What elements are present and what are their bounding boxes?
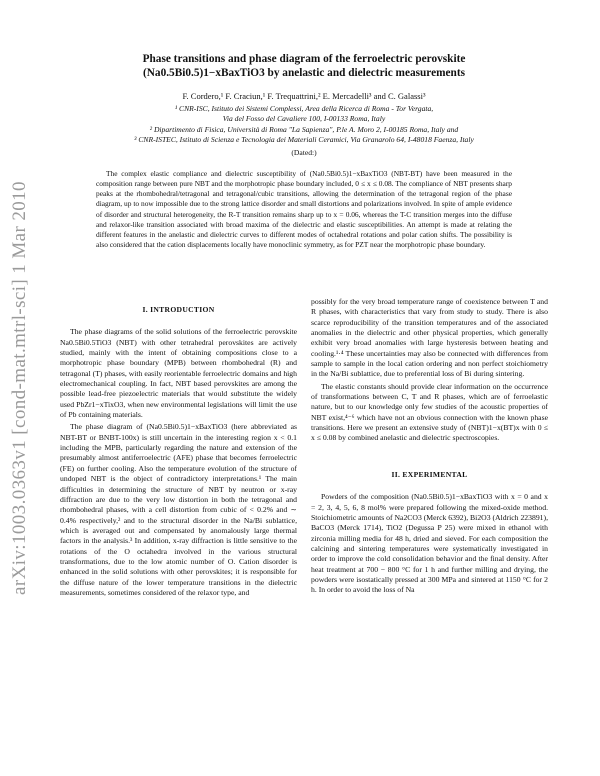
right-column — [311, 297, 548, 598]
paragraph: possibly for the very broad temperature range of coexistence between T and R phases, with characteristics that vary from study to study. There is also scarce reproducibility of the transition temperatures and of the associated anomalies in the dielectric and other physical properties, which generally exhibit very broad anomalies with large hysteresis between heating and cooling.¹·⁴ These uncertainties may also be connected with differences from sample to sample in the local cation ordering and non perfect stoichiometry in the Na/Bi sublattice, due to preferential loss of Bi during sintering. — [311, 297, 548, 379]
paragraph: The phase diagram of (Na0.5Bi0.5)1−xBaxTiO3 (here abbreviated as NBT-BT or BNBT-100x) is still uncertain in the interesting region x < 0.1 including the MPB, particularly regarding the nature and extension of the presumably almost antiferroelectric (AFE) phase that becomes ferroelectric (FE) on further cooling. Also the temperature evolution of the structure of undoped NBT is the object of contradictory interpretations.¹ The main difficulties in determining the structure of NBT by neutron or x-ray diffraction are due to the very low distortion in both the tetragonal and rhombohedral phases, with a cell distortion from cubic of < 0.2% and ∼ 0.4% respectively,² and to the structural disorder in the Na/Bi sublattice, which is averaged out and compensated by anomalously large thermal factors in the analysis.³ In addition, x-ray diffraction is little sensitive to the rotations of the O octahedra involved in the various structural transformations, due to the low atomic number of O. Cation disorder is enhanced in the solid solutions with other perovskites; it is responsible for the diffuse nature of the lower temperature transitions in the dielectric measurements, sometimes considered of the relaxor type, and — [60, 422, 297, 597]
section-heading-experimental: II. EXPERIMENTAL — [391, 469, 468, 479]
dated-line: (Dated:) — [291, 148, 317, 158]
affiliation-1-address: Via del Fosso del Cavaliere 100, I-00133 Roma, Italy — [222, 114, 386, 124]
section-heading-introduction: I. INTRODUCTION — [142, 305, 215, 314]
paragraph: Powders of the composition (Na0.5Bi0.5)1−xBaxTiO3 with x = 0 and x = 2, 3, 4, 5, 6, 8 mol% were prepared following the mixed-oxide method. Stoichiometric amounts of Na2CO3 (Merck 6392), Bi2O3 (Aldrich 223891), BaCO3 (Merck 1714), TiO2 (Degussa P 25) were mixed in ethanol with zirconia milling media for 48 h, dried and sieved. For each composition the calcining and sintering temperatures were systematically investigated in order to improve the cold consolidation behavior and the final density. After heat treatment at 700 − 800 °C for 1 h and further milling and drying, the powders were isostatically pressed at 300 MPa and sintered at 1150 °C for 2 h. In order to avoid the loss of Na — [311, 492, 548, 595]
title-line-2: (Na0.5Bi0.5)1−xBaxTiO3 by anelastic and dielectric measurements — [143, 67, 465, 79]
left-column — [60, 297, 297, 598]
arxiv-identifier: arXiv:1003.0363v1 [cond-mat.mtrl-sci] 1 Mar 2010 — [9, 181, 30, 595]
paragraph: The elastic constants should provide clear information on the occurrence of transformations between C, T and R phases, which are of ferroelastic nature, but to our knowledge only few studies of the acoustic properties of NBT exist,⁴⁻⁶ which have not an obvious connection with the known phase transitions. Here we present an extensive study of (NBT)1−x(BT)x with 0 ≤ x ≤ 0.08 by combined anelastic and dielectric spectroscopies. — [311, 381, 548, 443]
affiliation-1: ¹ CNR-ISC, Istituto dei Sistemi Complessi, Area della Ricerca di Roma - Tor Vergata, — [174, 104, 434, 113]
paper-page — [60, 52, 548, 597]
two-column-body — [60, 297, 548, 598]
paper-title — [60, 52, 548, 80]
affiliation-2: ² Dipartimento di Fisica, Università di Roma "La Sapienza", P.le A. Moro 2, I-00185 Roma, Italy and — [149, 124, 459, 134]
affiliation-3: ³ CNR-ISTEC, Istituto di Scienza e Tecnologia dei Materiali Ceramici, Via Granarolo 64, I-48018 Faenza, Italy — [134, 134, 474, 144]
paragraph: The phase diagrams of the solid solutions of the ferroelectric perovskite Na0.5Bi0.5TiO3 (NBT) with other tetrahedral perovskites are actively studied, mainly with the intent of obtaining compositions close to a morphotropic phase boundary (MPB) between rhombohedral (R) and tetragonal (T) phases, with easily reorientable ferroelectric domains and high electromechanical coupling. In fact, NBT based perovskites are among the possible lead-free piezoelectric materials that would substitute the widely used PbZr1−xTixO3, when new environmental legislations will limit the use of Pb containing materials. — [60, 327, 297, 420]
arxiv-sidebar — [0, 0, 42, 776]
author-list: F. Cordero,¹ F. Craciun,¹ F. Trequattrini,² E. Mercadelli³ and C. Galassi³ — [182, 91, 426, 101]
title-line-1: Phase transitions and phase diagram of the ferroelectric perovskite — [142, 53, 466, 65]
abstract: The complex elastic compliance and dielectric susceptibility of (Na0.5Bi0.5)1−xBaxTiO3 (NBT-BT) have been measured in the composition range between pure NBT and the morphotropic phase boundary included, 0 ≤ x ≤ 0.08. The compliance of NBT presents sharp peaks at the rhombohedral/tetragonal and tetragonal/cubic transitions, allowing the determination of the tetragonal region of the phase diagram, up to now impossible due to the strong lattice disorder and small distortions and polarizations involved. In spite of ample evidence of disorder and structural heterogeneity, the R-T transition remains sharp up to x = 0.06, whereas the T-C transition merges into the diffuse and relaxor-like transition associated with broad maxima of the dielectric and elastic susceptibilities. An attempt is made at relating the different features in the anelastic and dielectric curves to different modes of octahedral rotations and polar cation shifts. The possibility is also considered that the cation displacements locally have monoclinic symmetry, as for PZT near the morphotropic phase boundary. — [96, 169, 512, 249]
